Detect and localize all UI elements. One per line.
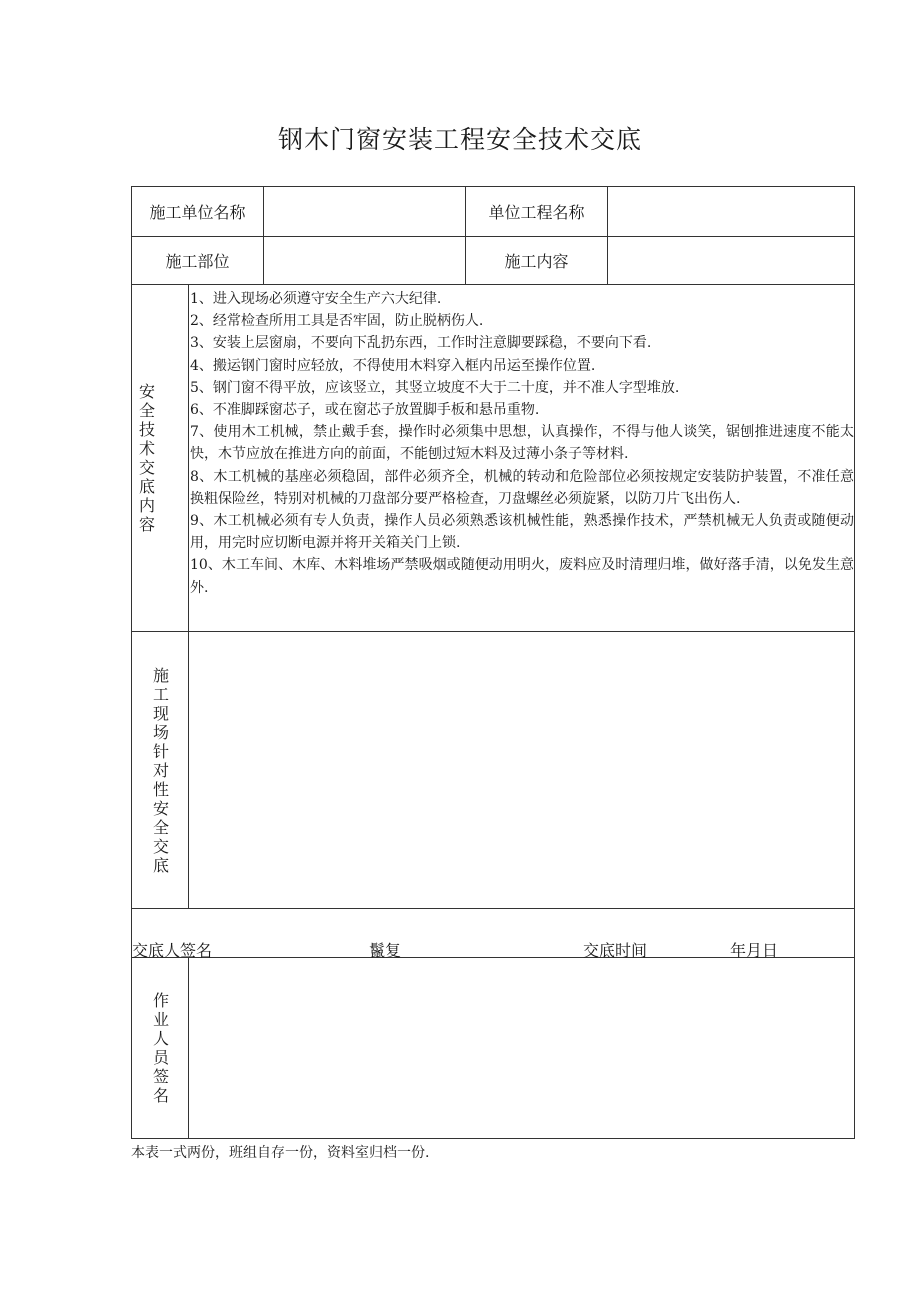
construction-content-field[interactable] xyxy=(608,237,854,284)
label-char: 场 xyxy=(152,722,169,742)
label-char: 全 xyxy=(152,817,169,837)
label-char: 底 xyxy=(152,855,169,875)
label-char: 全 xyxy=(138,401,155,420)
label-char: 内 xyxy=(138,496,155,515)
safety-item: 7、使用木工机械，禁止戴手套，操作时必须集中思想，认真操作，不得与他人谈笑，锯刨推进速度不能太快，木节应放在推进方向的前面，不能刨过短木料及过薄小条子等材料. xyxy=(190,424,854,463)
document-title: 钢木门窗安装工程安全技术交底 xyxy=(277,125,642,154)
label-char: 技 xyxy=(138,420,155,439)
label-char: 签 xyxy=(152,1067,169,1086)
safety-item: 4、搬运钢门窗时应轻放，不得使用木料穿入框内吊运至操作位置. xyxy=(190,357,596,374)
safety-item: 9、木工机械必须有专人负责，操作人员必须熟悉该机械性能，熟悉操作技术，严禁机械无人负责或随便动用，用完时应切断电源并将开关箱关门上锁. xyxy=(190,513,854,552)
safety-item: 1、进入现场必须遵守安全生产六大纪律. xyxy=(190,291,442,307)
label-char: 容 xyxy=(138,515,155,534)
construction-part-field[interactable] xyxy=(264,237,465,284)
label-char: 名 xyxy=(152,1086,169,1105)
site-safety-label xyxy=(132,632,190,908)
presenter-signature-label: 交底人签名 xyxy=(132,941,213,960)
safety-item: 5、钢门窗不得平放，应该竖立，其竖立坡度不大于二十度，并不准人字型堆放. xyxy=(190,379,680,396)
label-char: 针 xyxy=(152,741,169,761)
label-char: 交 xyxy=(152,836,169,856)
site-safety-field[interactable] xyxy=(189,632,854,908)
label-char: 业 xyxy=(152,1010,169,1029)
label-char: 作 xyxy=(152,991,169,1010)
safety-item: 3、安装上层窗扇，不要向下乱扔东西，工作时注意脚要踩稳，不要向下看. xyxy=(190,335,652,352)
row-divider xyxy=(132,908,854,909)
label-char: 现 xyxy=(152,703,169,723)
safety-item: 2、经常检查所用工具是否牢固，防止脱柄伤人. xyxy=(190,313,484,330)
construction-part-label: 施工部位 xyxy=(165,252,230,271)
worker-signature-field[interactable] xyxy=(189,958,854,1138)
safety-content-label xyxy=(132,285,162,631)
receiver-signature-label: 鬣复 xyxy=(369,941,402,960)
disclosure-date-label: 年月日 xyxy=(730,941,779,960)
label-char: 术 xyxy=(138,439,155,458)
label-char: 安 xyxy=(138,382,155,401)
label-char: 性 xyxy=(152,779,169,799)
unit-name-field[interactable] xyxy=(264,187,465,236)
footnote: 本表一式两份，班组自存一份，资料室归档一份. xyxy=(131,1145,430,1161)
project-name-label: 单位工程名称 xyxy=(488,203,585,222)
disclosure-form xyxy=(131,186,855,1139)
label-char: 施 xyxy=(152,665,169,685)
construction-content-label: 施工内容 xyxy=(504,252,569,271)
safety-item: 10、木工车间、木库、木料堆场严禁吸烟或随便动用明火，废料应及时清理归堆，做好落手清，以免发生意外. xyxy=(190,557,854,596)
label-char: 员 xyxy=(152,1048,169,1067)
label-char: 人 xyxy=(152,1029,169,1048)
safety-item: 8、木工机械的基座必须稳固，部件必须齐全，机械的转动和危险部位必须按规定安装防护装置，不准任意换粗保险丝，特别对机械的刀盘部分要严格检查，刀盘螺丝必须旋紧，以防刀片飞出伤人. xyxy=(190,468,854,507)
project-name-field[interactable] xyxy=(608,187,854,236)
unit-name-label: 施工单位名称 xyxy=(149,203,246,222)
safety-content-list xyxy=(190,288,854,599)
label-char: 交 xyxy=(138,458,155,477)
label-char: 安 xyxy=(152,798,169,818)
worker-signature-label xyxy=(132,958,190,1138)
label-char: 对 xyxy=(152,760,169,780)
label-char: 底 xyxy=(138,477,155,496)
disclosure-time-label: 交底时间 xyxy=(583,941,648,960)
safety-item: 6、不准脚踩窗芯子，或在窗芯子放置脚手板和悬吊重物. xyxy=(190,402,540,419)
row-divider xyxy=(132,284,854,285)
label-char: 工 xyxy=(152,684,169,704)
